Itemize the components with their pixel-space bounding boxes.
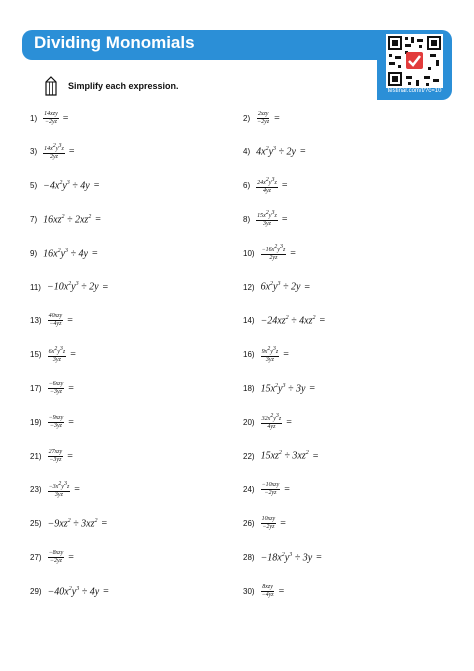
numerator: $9x^2y^3z$ [261,345,279,355]
equals-sign: = [286,416,292,428]
denominator: −2yz [262,524,275,531]
problem-number: 20) [243,417,255,427]
numerator: $-3x^2y^3z$ [48,480,70,490]
numerator: $24x^2y^3z$ [257,176,277,186]
equals-sign: = [91,247,98,259]
problem-item [30,174,99,198]
equals-sign: = [319,315,326,327]
numerator: 2xzy [257,110,269,117]
fraction [43,111,59,126]
equals-sign: = [281,180,288,192]
problem-number: 28) [243,552,255,562]
equals-sign: = [102,281,109,293]
problem-number: 2) [243,113,251,123]
fraction [256,210,278,228]
fraction [261,346,280,364]
problem-item [30,410,74,434]
expression: $15x^2y^3 \div 3y$ [260,382,306,395]
denominator: −2yz [44,118,57,125]
fraction [261,516,277,531]
denominator: 4yz [267,424,276,431]
expression: $-4x^2y^3 \div 4y$ [43,179,90,192]
qr-url[interactable]: testinar.com/t/?c=10 [387,88,442,94]
problem-number: 21) [30,451,42,461]
problem-item [243,478,290,502]
expression: $16x^2y^3 \div 4y$ [43,247,88,259]
problem-item [30,343,76,367]
fraction [261,413,283,431]
denominator: 3yz [54,491,63,498]
problem-item [243,512,286,536]
fraction [48,550,65,565]
numerator: 27xzy [48,448,63,455]
problem-number: 23) [30,485,42,495]
expression: $16xz^2 \div 2xz^2$ [43,213,92,226]
problem-number: 10) [243,248,255,258]
equals-sign: = [299,146,306,158]
problem-number: 24) [243,485,255,495]
problem-item [30,376,74,400]
problem-number: 13) [30,316,42,326]
numerator: 40xzy [48,313,63,320]
problem-item [30,207,101,231]
problem-item [243,410,292,434]
fraction [48,346,67,364]
denominator: −4yz [261,591,274,598]
problem-number: 1) [30,113,38,123]
problem-item [30,275,108,299]
numerator: $14x^2y^3z$ [44,142,64,152]
fraction [43,143,65,161]
problem-item [243,376,315,400]
equals-sign: = [70,349,76,361]
problem-item [243,174,287,198]
problem-item [243,545,322,569]
expression: $-40x^2y^3 \div 4y$ [47,585,100,597]
problem-number: 26) [243,519,255,529]
equals-sign: = [74,484,80,496]
problem-item [30,106,68,130]
numerator: −8xzy [48,549,64,556]
equals-sign: = [316,551,322,563]
equals-sign: = [68,416,74,428]
equals-sign: = [283,349,289,361]
problem-number: 15) [30,350,42,360]
problem-item [243,207,287,231]
denominator: −2yz [264,490,277,497]
denominator: −2yz [257,118,270,125]
equals-sign: = [68,382,74,394]
numerator: 14xzy [44,110,58,117]
equals-sign: = [101,518,108,530]
problem-item [30,545,74,569]
expression: $-9xz^2 \div 3xz^2$ [47,517,98,530]
problem-number: 8) [243,214,251,224]
problem-number: 27) [30,552,42,562]
fraction [48,415,65,430]
denominator: 3yz [265,356,274,363]
problem-number: 5) [30,181,38,191]
fraction [48,313,64,328]
denominator: −2yz [49,557,62,564]
problem-number: 7) [30,214,38,224]
page-title: Dividing Monomials [34,33,195,52]
denominator: 2yz [269,255,278,262]
denominator: −3yz [49,422,62,429]
problem-item [30,309,73,333]
problem-number: 29) [30,586,42,596]
problem-number: 17) [30,383,42,393]
expression: $15xz^2 \div 3xz^2$ [260,450,309,462]
instructions: Simplify each expression. [68,81,179,91]
problem-number: 11) [30,282,41,292]
problem-item [243,106,280,130]
numerator: −9xzy [48,414,64,421]
equals-sign: = [284,484,290,496]
expression: $4x^2y^3 \div 2y$ [256,146,296,158]
fraction [261,482,281,497]
problem-number: 14) [243,316,255,326]
denominator: 3yz [52,356,61,363]
equals-sign: = [312,450,319,462]
problem-number: 19) [30,417,42,427]
problem-number: 25) [30,519,42,529]
problem-number: 6) [243,181,251,191]
equals-sign: = [68,146,75,158]
problem-item [30,140,74,164]
numerator: $-16x^2y^3z$ [261,244,286,254]
fraction [48,449,64,464]
denominator: 3yz [262,221,271,228]
problem-number: 12) [243,282,255,292]
fraction [256,111,270,126]
denominator: −3yz [49,388,62,395]
problem-number: 22) [243,451,255,461]
numerator: $15x^2y^3z$ [257,210,277,220]
problem-number: 4) [243,147,251,157]
numerator: −6xzy [48,380,64,387]
equals-sign: = [278,585,285,597]
problem-item [243,309,325,333]
fraction [48,381,65,396]
equals-sign: = [281,213,288,225]
numerator: $32x^2y^3z$ [261,413,282,423]
numerator: 8xzy [262,583,273,590]
problem-item [30,241,98,265]
equals-sign: = [68,551,74,563]
problem-number: 30) [243,586,255,596]
denominator: −3yz [49,456,62,463]
equals-sign: = [95,213,101,225]
expression: $-18x^2y^3 \div 3y$ [260,551,313,564]
equals-sign: = [93,180,100,192]
problem-number: 3) [30,147,38,157]
equals-sign: = [67,315,73,327]
problem-item [243,241,296,265]
problem-item [243,579,284,603]
equals-sign: = [103,585,109,597]
denominator: 4yz [262,187,271,194]
expression: $6x^2y^3 \div 2y$ [260,281,301,293]
fraction [261,244,287,262]
equals-sign: = [274,112,280,124]
problem-item [243,444,318,468]
equals-sign: = [290,247,296,259]
numerator: −10xzy [261,482,280,489]
equals-sign: = [304,281,311,293]
problem-item [243,275,310,299]
problem-item [30,444,73,468]
equals-sign: = [62,112,69,124]
equals-sign: = [280,518,286,530]
fraction [256,177,278,195]
problem-item [30,478,80,502]
problem-number: 18) [243,383,255,393]
expression: $-10x^2y^3 \div 2y$ [46,281,99,293]
denominator: 2yz [49,153,58,160]
problem-number: 9) [30,248,38,258]
problem-item [30,512,107,536]
fraction [261,584,275,599]
problem-item [30,579,109,603]
equals-sign: = [67,450,73,462]
problem-item [243,140,306,164]
problem-item [243,343,289,367]
denominator: −4yz [49,321,62,328]
equals-sign: = [309,382,316,394]
fraction [48,481,71,499]
numerator: 10xzy [261,516,276,523]
numerator: $6x^2y^3z$ [48,345,66,355]
expression: $-24xz^2 \div 4xz^2$ [260,315,316,327]
problem-number: 16) [243,350,255,360]
